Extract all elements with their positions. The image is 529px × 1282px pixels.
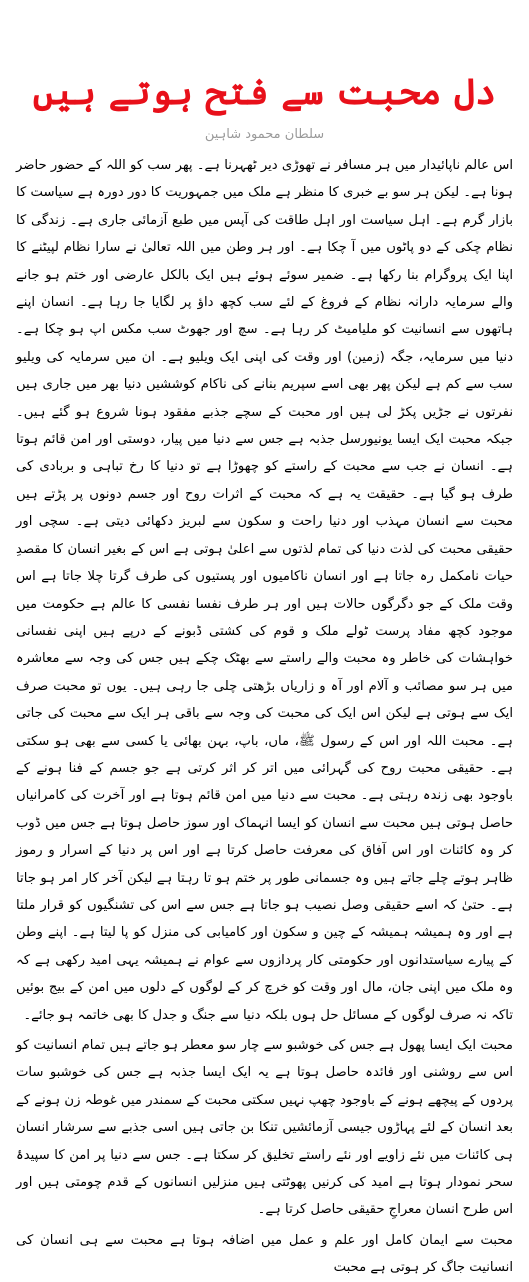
- article-paragraph: محبت سے ایمان کامل اور علم و عمل میں اضافہ ہوتا ہے محبت سے ہی انسان کی انسانیت جاگ کر ہوتی ہے محبت: [16, 1232, 513, 1276]
- article-paragraph: اس عالم ناپائیدار میں ہر مسافر نے تھوڑی دیر ٹھہرنا ہے۔ پھر سب کو اللہ کے حضور حاضر ہونا ہے۔ لیکن ہر سو بے خبری کا منظر ہے ملک میں جمہوریت کا دور دورہ ہے سیاست کا بازار گرم ہے۔ اہل سیاست اور اہل طاقت کی آپس میں طبع آزمائی جاری ہے۔ زندگی کا نظام چکی کے دو پاٹوں میں آ چکا ہے۔ اور ہر وطن میں اللہ تعالیٰ نے سارا نظام لپیٹنے کا اپنا ایک پروگرام بنا رکھا ہے۔ ضمیر سوئے ہوئے ہیں ایک بالکل عارضی اور ختم ہو جانے والے سرمایہ دارانہ نظام کے فروغ کے لئے سب کچھ داؤ پر لگایا جا رہا ہے۔ انسان اپنے ہاتھوں سے انسانیت کو ملیامیٹ کر رہا ہے۔ سچ اور جھوٹ سب مکس اپ ہو چکا ہے۔ دنیا میں سرمایہ، جگہ (زمین) اور وقت کی اپنی ایک ویلیو ہے۔ ان میں سرمایہ کی ویلیو سب سے کم ہے لیکن پھر بھی اسے سپریم بنانے کی ناکام کوششیں دنیا بھر میں جاری ہیں نفرتوں نے جڑیں پکڑ لی ہیں اور محبت کے سچے جذبے مفقود ہونا شروع ہو گئے ہیں۔ جبکہ محبت ایک ایسا یونیورسل جذبہ ہے جس سے دنیا میں پیار، دوستی اور امن قائم ہوتا ہے۔ انسان نے جب سے محبت کے راستے کو چھوڑا ہے تو دنیا کا رخ تباہی و بربادی کی طرف ہو گیا ہے۔ حقیقت یہ ہے کہ محبت کے اثرات روح اور جسم دونوں پر پڑتے ہیں محبت سے انسان مہذب اور دنیا راحت و سکون سے لبریز دکھائی دیتی ہے۔ سچی اور حقیقی محبت کی لذت دنیا کی تمام لذتوں سے اعلیٰ ہوتی ہے اس کے بغیر انسان کا مقصدِ حیات نامکمل رہ جاتا ہے اور انسان ناکامیوں اور پستیوں کی طرف گرتا چلا جاتا ہے اس وقت ملک کے جو دگرگوں حالات ہیں اور ہر طرف نفسا نفسی کا عالم ہے حکومت میں موجود کچھ مفاد پرست ٹولے ملک و قوم کی کشتی ڈبونے کے درپے ہیں اپنی نفسانی خواہشات کی خاطر وہ محبت والے راستے سے بھٹک چکے ہیں جس کی وجہ سے معاشرہ میں ہر سو مصائب و آلام اور آہ و زاریاں بڑھتی چلی جا رہی ہیں۔ یوں تو محبت صرف ایک سے ہوتی ہے لیکن اس ایک کی محبت کی وجہ سے باقی ہر ایک سے محبت کی جاتی ہے۔ محبت اللہ اور اس کے رسول ﷺ، ماں، باپ، بہن بھائی یا کسی سے بھی ہو سکتی ہے۔ حقیقی محبت روح کی گہرائی میں اتر کر اثر کرتی ہے جو جسم کے فنا ہونے کے باوجود بھی زندہ رہتی ہے۔ محبت سے دنیا میں امن قائم ہوتا ہے اور آخرت کی کامرانیاں حاصل ہوتی ہیں محبت سے انسان کو ایسا انہماک اور سوز حاصل ہوتا ہے جس میں ڈوب کر وہ کائنات اور اس آفاق کی معرفت حاصل کرتا ہے اور اس پر دنیا کے اسرار و رموز ظاہر ہوتے چلے جاتے ہیں وہ جسمانی طور پر ختم ہو تا رہتا ہے لیکن آخر کار امر ہو جاتا ہے۔ حتیٰ کہ اسے حقیقی وصل نصیب ہو جاتا ہے جس سے اس کی تشنگیوں کو قرار ملتا ہے اور وہ ہمیشہ ہمیشہ کے چین و سکون اور کامیابی کی منزل کو پا لیتا ہے۔ اپنے وطن کے پیارے سیاستدانوں اور حکومتی کار پردازوں سے عوام نے ہمیشہ یہی امید رکھی ہے کہ وہ ملک میں اپنی جان، مال اور وقت کو خرچ کر کے لوگوں کے دلوں میں امن کے بیج بوئیں تاکہ نہ صرف لوگوں کے مسائل حل ہوں بلکہ دنیا سے جنگ و جدل کا بھی خاتمہ ہو جائے۔: [16, 158, 513, 1023]
- article-body: [16, 152, 513, 1282]
- article-author: سلطان محمود شاہین: [204, 127, 325, 142]
- article-paragraph: محبت ایک ایسا پھول ہے جس کی خوشبو سے چار سو معطر ہو جاتے ہیں تمام انسانیت کو اس سے روشنی اور فائدہ حاصل ہوتا ہے یہ ایک ایسا جذبہ ہے جس کی خوشبو سات پردوں کے پیچھے ہونے کے باوجود چھپ نہیں سکتی محبت کے سمندر میں غوطہ زن ہونے کے بعد انسان کے لئے پہاڑوں جیسی آزمائشیں تنکا بن جاتی ہیں اسی جذبے سے سرشار انسان ہی کائنات میں نئے زاویے اور نئے راستے تخلیق کر سکتا ہے۔ جس سے دنیا پر امن کا سپیدۂ سحر نمودار ہوتا ہے امید کی کرنیں پھوٹتی ہیں منزلیں انسانوں کے قدم چومتی ہیں اور اس طرح انسان معراجِ حقیقی حاصل کرتا ہے۔: [16, 1038, 513, 1218]
- article-title: دل محبت سے فتح ہوتے ہیں: [32, 71, 497, 113]
